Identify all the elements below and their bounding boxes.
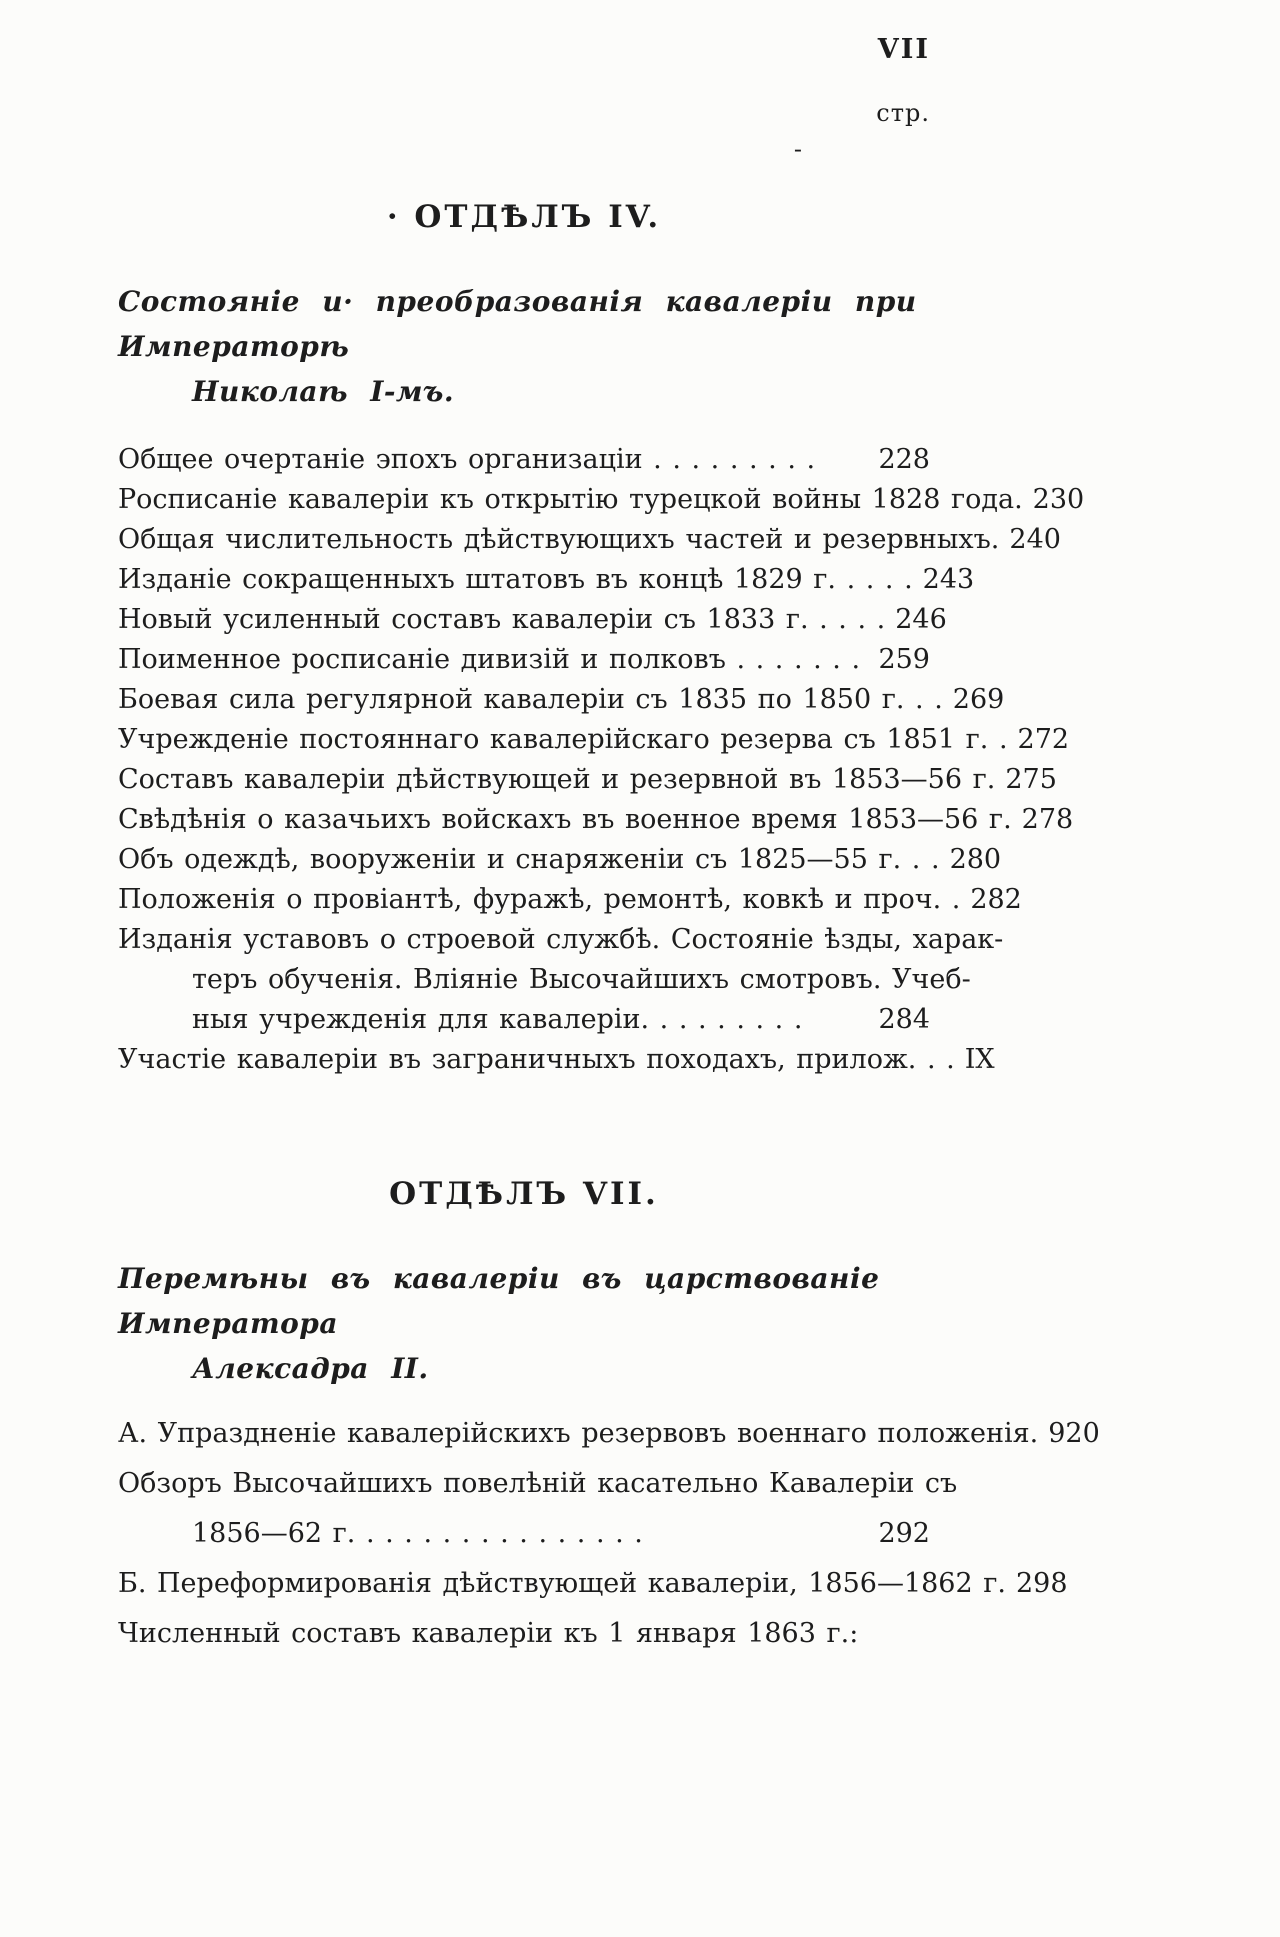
toc-entry-text: теръ обученія. Вліяніе Высочайшихъ смотровъ. Учеб- — [192, 964, 971, 995]
toc-entry-line — [118, 1000, 930, 1040]
toc-entry-line — [118, 520, 1061, 560]
toc-entry-text: Общее очертаніе эпохъ организаціи . . . . . . . . . — [118, 444, 816, 475]
toc-entry-page-number: 246 — [895, 604, 947, 635]
toc-entry-text: Обзоръ Высочайшихъ повелѣній касательно Кавалеріи съ — [118, 1468, 958, 1499]
toc-entry-page-number: 282 — [970, 884, 1022, 915]
section7-subtitle — [118, 1256, 930, 1391]
toc-entry-page-number: 243 — [922, 564, 975, 595]
toc-entry-page-number: 259 — [878, 644, 930, 675]
toc-entry-text: ныя учрежденія для кавалеріи. . . . . . . . . — [192, 1004, 803, 1035]
toc-entry-page-number: 228 — [878, 444, 930, 475]
toc-entry-line — [118, 560, 975, 600]
toc-entry-text: Росписаніе кавалеріи къ открытію турецкой войны 1828 года. — [118, 484, 1023, 515]
toc-entry-text: Положенія о провіантѣ, фуражѣ, ремонтѣ, ковкѣ и проч. . — [118, 884, 961, 915]
section7-subtitle-line2: Алексадра II. — [192, 1352, 429, 1385]
toc-entry-line — [118, 800, 1074, 840]
toc-entry-page-number: 278 — [1021, 804, 1074, 835]
toc-entry-line — [118, 1409, 1100, 1459]
toc-entry-line — [118, 600, 947, 640]
toc-entry-text: Б. Переформированія дѣйствующей кавалеріи, 1856—1862 г. — [118, 1568, 1006, 1599]
toc-entry-line — [118, 440, 930, 480]
toc-entry-line — [118, 680, 1005, 720]
page-folio-number: VII — [877, 34, 930, 65]
toc-entry-line — [118, 1509, 930, 1559]
toc-entry-line — [118, 1559, 1068, 1609]
toc-entry-text: Учрежденіе постояннаго кавалерійскаго резерва съ 1851 г. . — [118, 724, 1008, 755]
toc-entry-text: Изданіе сокращенныхъ штатовъ въ концѣ 1829 г. . . . . — [118, 564, 913, 595]
toc-entry-text: Новый усиленный составъ кавалеріи съ 1833 г. . . . . — [118, 604, 886, 635]
toc-entry-text: А. Упраздненіе кавалерійскихъ резервовъ военнаго положенія. — [118, 1418, 1039, 1449]
toc-entry-line — [118, 840, 1002, 880]
section7-title: ОТДѢЛЪ VII. — [389, 1176, 659, 1212]
section7-toc-list — [118, 1409, 1100, 1659]
toc-entry-text: Объ одеждѣ, вооруженіи и снаряженіи съ 1825—55 г. . . — [118, 844, 940, 875]
section4-subtitle — [118, 279, 930, 414]
toc-entry-line — [118, 880, 1022, 920]
toc-entry-text: Боевая сила регулярной кавалеріи съ 1835 по 1850 г. . . — [118, 684, 943, 715]
toc-entry-line — [118, 1040, 995, 1080]
toc-entry-text: Изданія уставовъ о строевой службѣ. Состояніе ѣзды, харак- — [118, 924, 1004, 955]
toc-entry-page-number: 230 — [1032, 484, 1085, 515]
toc-entry-page-number: 269 — [952, 684, 1005, 715]
toc-entry-line — [118, 760, 1057, 800]
section4-subtitle-line2: Николаѣ I-мъ. — [192, 375, 455, 408]
toc-entry-page-number: 292 — [878, 1518, 930, 1549]
toc-entry-text: Общая числительность дѣйствующихъ частей и резервныхъ. — [118, 524, 1000, 555]
toc-entry-text: 1856—62 г. . . . . . . . . . . . . . . . — [192, 1518, 643, 1549]
toc-entry-line — [118, 920, 1004, 960]
toc-entry-line — [118, 1459, 958, 1509]
toc-entry-page-number: 272 — [1017, 724, 1070, 755]
section4-title: · ОТДѢЛЪ IV. — [386, 199, 662, 235]
stray-dash-mark: - — [793, 135, 802, 163]
toc-entry-page-number: 275 — [1005, 764, 1057, 795]
section4-subtitle-line1: Состояніе и· преобразованія кавалеріи при Императорѣ — [118, 285, 917, 363]
toc-entry-text: Участіе кавалеріи въ заграничныхъ походахъ, прилож. . . — [118, 1044, 955, 1075]
toc-entry-page-number: 240 — [1009, 524, 1061, 555]
toc-entry-page-number: 284 — [878, 1004, 930, 1035]
toc-entry-line — [118, 1609, 930, 1659]
toc-entry-line — [118, 960, 971, 1000]
toc-entry-line — [118, 720, 1070, 760]
page-content — [118, 0, 1100, 1659]
section7-subtitle-line1: Перемѣны въ кавалеріи въ царствованіе Императора — [118, 1262, 880, 1340]
toc-entry-page-number: 298 — [1015, 1568, 1068, 1599]
toc-entry-text: Составъ кавалеріи дѣйствующей и резервной въ 1853—56 г. — [118, 764, 996, 795]
section4-toc-list — [118, 440, 1085, 1080]
toc-entry-page-number: 280 — [949, 844, 1002, 875]
toc-entry-text: Численный составъ кавалеріи къ 1 января 1863 г.: — [118, 1618, 859, 1649]
toc-entry-page-number: IX — [964, 1044, 995, 1075]
toc-entry-line — [118, 640, 930, 680]
toc-entry-line — [118, 480, 1085, 520]
toc-entry-page-number: 920 — [1048, 1418, 1100, 1449]
toc-entry-text: Поименное росписаніе дивизій и полковъ . . . . . . . — [118, 644, 861, 675]
page-column-header: стр. — [876, 99, 930, 127]
toc-entry-text: Свѣдѣнія о казачьихъ войскахъ въ военное время 1853—56 г. — [118, 804, 1012, 835]
